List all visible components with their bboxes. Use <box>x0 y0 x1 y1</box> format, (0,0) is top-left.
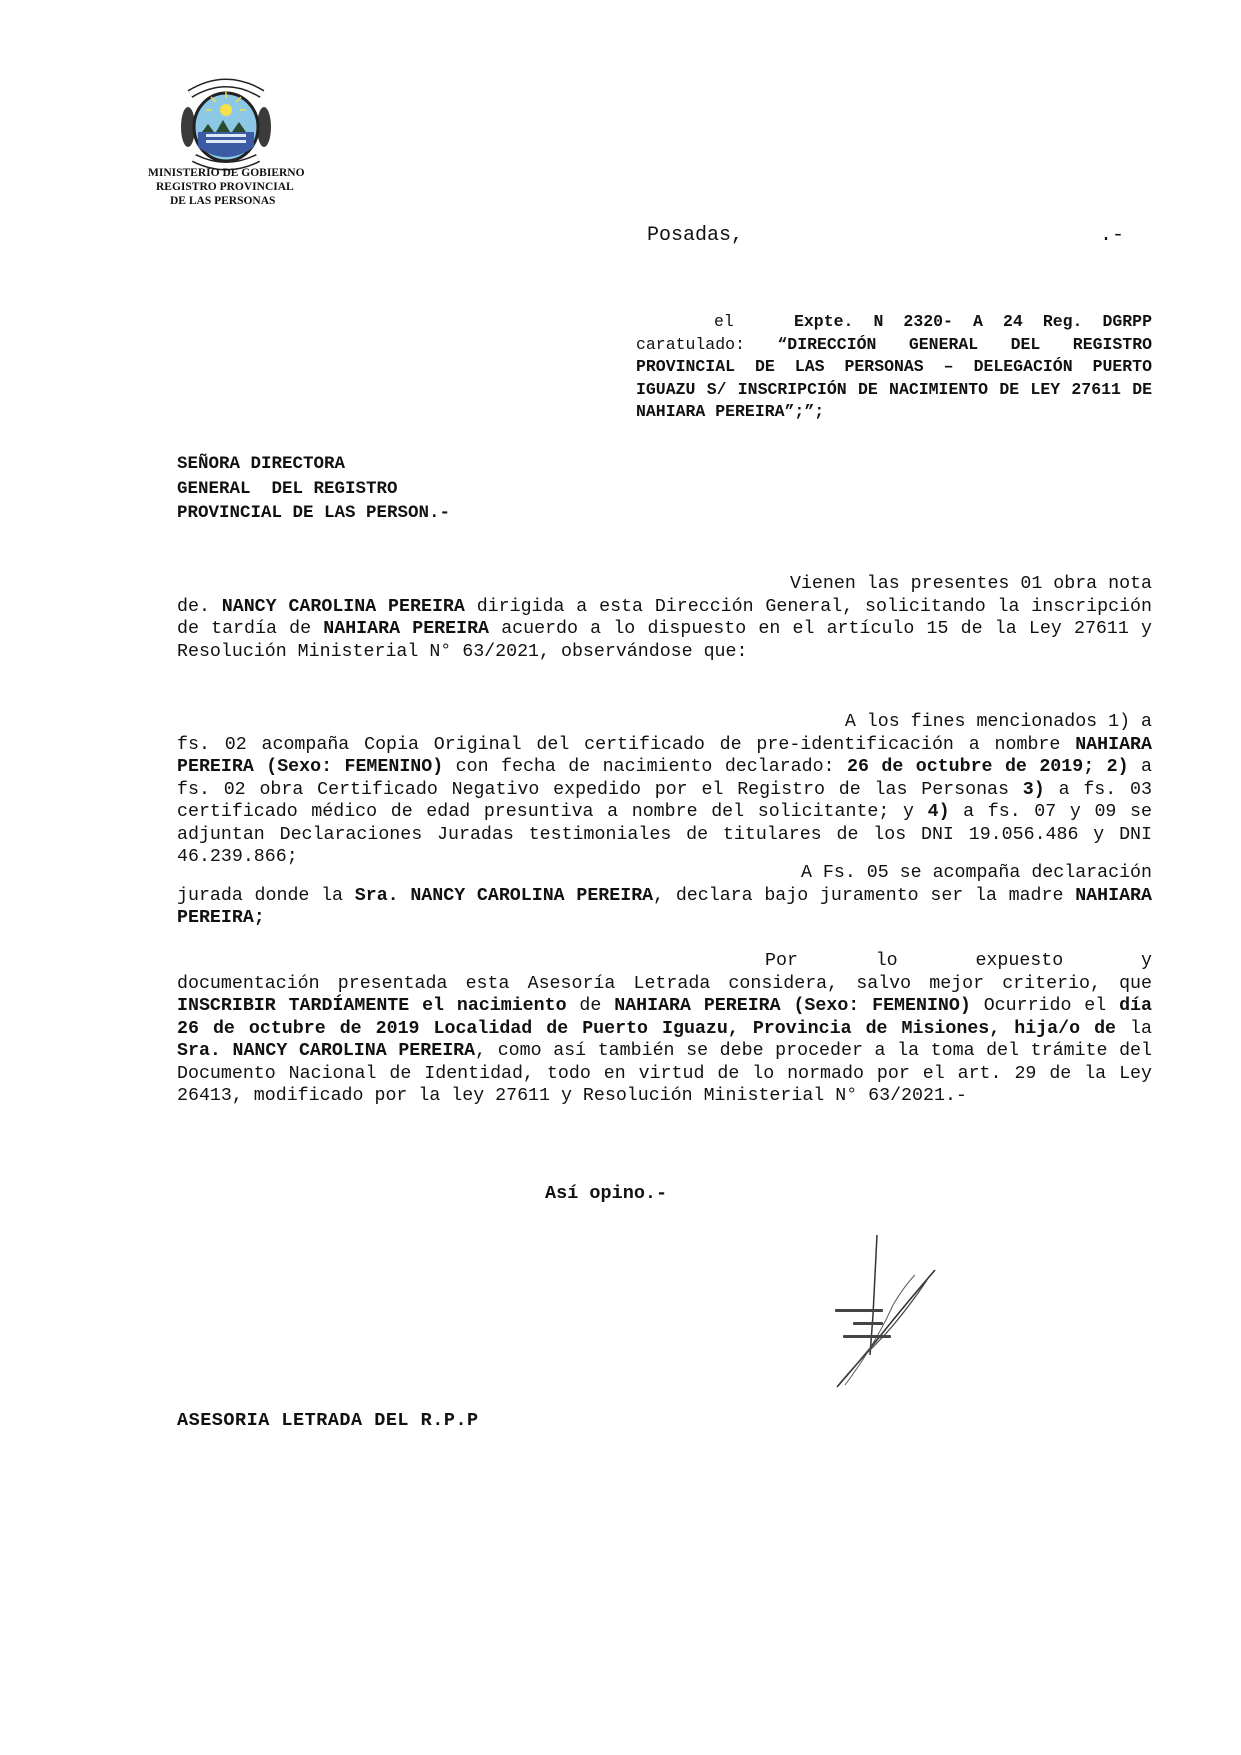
expte-caption: “DIRECCIÓN GENERAL DEL REGISTRO PROVINCIAL DE LAS PERSONAS – DELEGACIÓN PUERTO IGUAZU S/ INSCRIPCIÓN DE NACIMIENTO DE LEY 27611 DE NAHIARA PEREIRA”;”; <box>636 334 1153 421</box>
closing-text: Así opino.- <box>545 1183 668 1204</box>
paragraph-2-text-3: a fs. 02 obra Certificado Negativo expedido por el Registro de las Personas <box>177 757 1152 800</box>
paragraph-2-bold-1: NAHIARA PEREIRA (Sexo: FEMENINO) <box>177 734 1152 777</box>
paragraph-1-bold-1: NANCY CAROLINA PEREIRA <box>221 596 465 617</box>
paragraph-4-bold-3: día 26 de octubre de 2019 Localidad de Puerto Iguazu, Provincia de Misiones, hija/o de <box>177 996 1152 1039</box>
ministry-line-1: MINISTERIO DE GOBIERNO <box>148 167 305 179</box>
paragraph-2-lead: A los fines mencionados 1) a <box>844 712 1152 732</box>
expte-prefix: el <box>714 312 734 331</box>
paragraph-3-text-1: jurada donde la <box>177 885 344 906</box>
paragraph-4-lead-word-2: lo <box>875 951 898 971</box>
paragraph-1 <box>177 573 1152 663</box>
expte-number: Expte. N 2320- A 24 Reg. DGRPP <box>794 312 1152 331</box>
paragraph-3-bold-2: NAHIARA PEREIRA; <box>177 885 1152 928</box>
office-signature-label: ASESORIA LETRADA DEL R.P.P <box>177 1410 479 1431</box>
paragraph-4-text-3: Ocurrido el <box>983 996 1107 1016</box>
paragraph-4-text-4: la <box>1130 1018 1152 1039</box>
ministry-heading <box>148 166 305 208</box>
paragraph-1-bold-2: NAHIARA PEREIRA <box>323 619 490 639</box>
paragraph-3 <box>177 862 1152 930</box>
paragraph-2-bold-4: 4) <box>927 802 950 822</box>
paragraph-2-text-1: fs. 02 acompaña Copia Original del certificado de pre-identificación a nombre <box>177 734 1061 755</box>
paragraph-4-bold-1: INSCRIBIR TARDÍAMENTE el nacimiento <box>177 996 567 1016</box>
addressee-block <box>177 452 450 526</box>
paragraph-1-text-3: acuerdo a lo dispuesto en el artículo 15 de la Ley 27611 y Resolución Ministerial N° 63/2021, observándose que: <box>177 619 1152 662</box>
expte-caption-label: caratulado: <box>636 334 745 354</box>
paragraph-4-bold-4: Sra. NANCY CAROLINA PEREIRA <box>177 1041 476 1061</box>
paragraph-2-text-5: a fs. 07 y 09 se adjuntan Declaraciones Juradas testimoniales de titulares de los DNI 19.056.486 y DNI 46.239.866; <box>177 802 1152 867</box>
paragraph-4 <box>177 950 1152 1108</box>
file-reference <box>636 311 1152 424</box>
addressee-line-1: SEÑORA DIRECTORA <box>177 454 346 474</box>
paragraph-1-lead: Vienen las presentes 01 obra nota <box>789 574 1152 594</box>
paragraph-4-lead-word-3: expuesto <box>975 951 1064 971</box>
paragraph-2-bold-2: 26 de octubre de 2019; 2) <box>846 757 1129 777</box>
paragraph-4-bold-2: NAHIARA PEREIRA (Sexo: FEMENINO) <box>614 996 971 1016</box>
ministry-line-3: DE LAS PERSONAS <box>170 195 276 207</box>
paragraph-4-text-2: de <box>579 996 602 1016</box>
provincial-seal-icon <box>176 72 276 172</box>
paragraph-4-lead <box>177 950 1152 973</box>
paragraph-4-text-1: documentación presentada esta Asesoría Letrada considera, salvo mejor criterio, que <box>177 973 1152 994</box>
place-date: Posadas, <box>647 224 744 247</box>
paragraph-1-text-2: dirigida a esta Dirección General, solicitando la inscripción de tardía de <box>177 596 1152 639</box>
paragraph-3-bold-1: Sra. NANCY CAROLINA PEREIRA <box>354 885 654 906</box>
paragraph-2 <box>177 711 1152 869</box>
paragraph-4-lead-word-4: y <box>1140 951 1152 971</box>
paragraph-3-text-2: , declara bajo juramento ser la madre <box>653 885 1064 906</box>
addressee-line-3: PROVINCIAL DE LAS PERSON.- <box>177 503 451 523</box>
signature-icon <box>815 1235 950 1390</box>
place-date-suffix: .- <box>1100 224 1125 247</box>
addressee-line-2: GENERAL DEL REGISTRO <box>177 478 398 499</box>
paragraph-2-text-2: con fecha de nacimiento declarado: <box>455 757 835 777</box>
paragraph-4-lead-word-1: Por <box>765 951 798 971</box>
paragraph-2-text-4: a fs. 03 certificado médico de edad presuntiva a nombre del solicitante; y <box>177 779 1152 822</box>
paragraph-4-text-5: , como así también se debe proceder a la toma del trámite del Documento Nacional de Identidad, todo en virtud de lo normado por el art. 29 de la Ley 26413, modificado por la ley 27611 y Resolución Ministerial N° 63/2021.- <box>177 1041 1152 1106</box>
paragraph-1-text-1: de. <box>177 596 210 617</box>
ministry-line-2: REGISTRO PROVINCIAL <box>156 181 294 193</box>
paragraph-2-bold-3: 3) <box>1022 779 1045 800</box>
paragraph-3-lead: A Fs. 05 se acompaña declaración <box>800 863 1152 883</box>
